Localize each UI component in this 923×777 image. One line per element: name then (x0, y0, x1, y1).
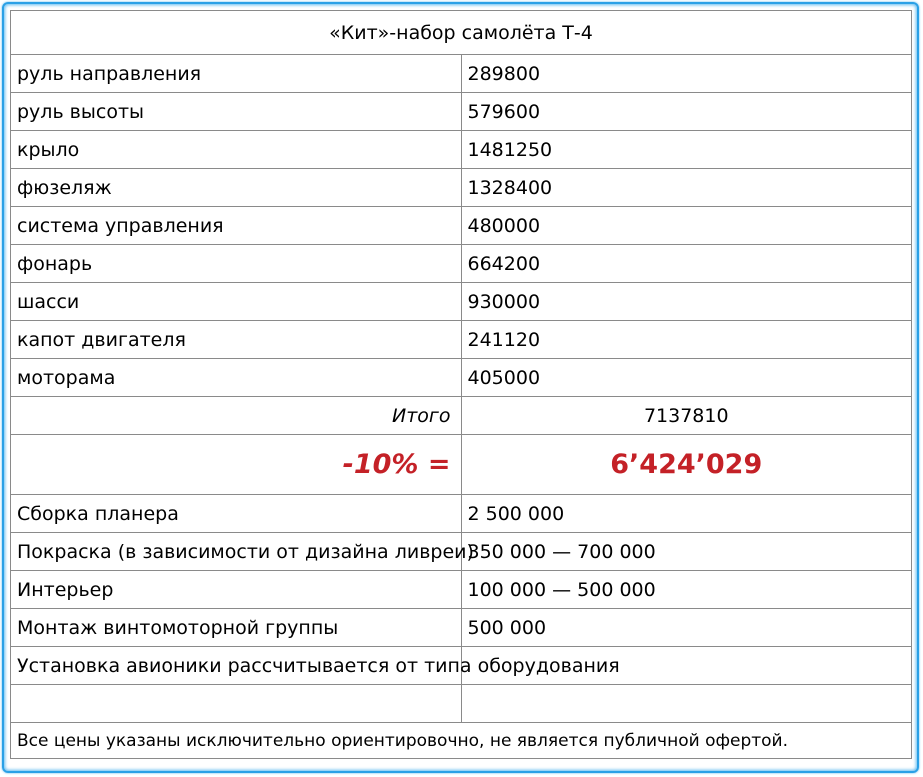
part-price: 405000 (461, 359, 912, 397)
service-name: Интерьер (11, 571, 462, 609)
note-row (11, 723, 912, 759)
table-row (11, 55, 912, 93)
table-row (11, 321, 912, 359)
part-name: фюзеляж (11, 169, 462, 207)
part-price: 289800 (461, 55, 912, 93)
service-name: Монтаж винтомоторной группы (11, 609, 462, 647)
discount-label: -10% = (11, 435, 462, 495)
service-name: Сборка планера (11, 495, 462, 533)
table-row (11, 533, 912, 571)
service-name: Покраска (в зависимости от дизайна ливреи) (11, 533, 462, 571)
part-price: 1481250 (461, 131, 912, 169)
disclaimer-note: Все цены указаны исключительно ориентировочно, не является публичной офертой. (11, 723, 912, 759)
table-row (11, 169, 912, 207)
part-name: шасси (11, 283, 462, 321)
total-value: 7137810 (461, 397, 912, 435)
discount-row (11, 435, 912, 495)
table-row (11, 571, 912, 609)
discount-value: 6’424’029 (461, 435, 912, 495)
title-row (11, 11, 912, 55)
part-name: фонарь (11, 245, 462, 283)
part-price: 241120 (461, 321, 912, 359)
part-price: 930000 (461, 283, 912, 321)
part-price: 1328400 (461, 169, 912, 207)
part-name: крыло (11, 131, 462, 169)
total-row (11, 397, 912, 435)
table-row (11, 283, 912, 321)
table-row (11, 131, 912, 169)
table-row (11, 609, 912, 647)
part-name: система управления (11, 207, 462, 245)
table-row (11, 359, 912, 397)
table-row (11, 647, 912, 685)
service-price: 100 000 — 500 000 (461, 571, 912, 609)
price-table (10, 10, 912, 759)
service-name (11, 685, 462, 723)
table-row (11, 245, 912, 283)
part-price: 579600 (461, 93, 912, 131)
part-name: руль высоты (11, 93, 462, 131)
part-name: капот двигателя (11, 321, 462, 359)
service-price (461, 685, 912, 723)
table-title: «Кит»-набор самолёта Т-4 (11, 11, 912, 55)
table-row (11, 207, 912, 245)
service-name: Установка авионики рассчитывается от типа оборудования (11, 647, 462, 685)
part-price: 480000 (461, 207, 912, 245)
table-row (11, 495, 912, 533)
part-name: моторама (11, 359, 462, 397)
table-row (11, 93, 912, 131)
service-price: 500 000 (461, 609, 912, 647)
part-price: 664200 (461, 245, 912, 283)
total-label: Итого (11, 397, 462, 435)
service-price: 2 500 000 (461, 495, 912, 533)
part-name: руль направления (11, 55, 462, 93)
table-row (11, 685, 912, 723)
service-price: 350 000 — 700 000 (461, 533, 912, 571)
